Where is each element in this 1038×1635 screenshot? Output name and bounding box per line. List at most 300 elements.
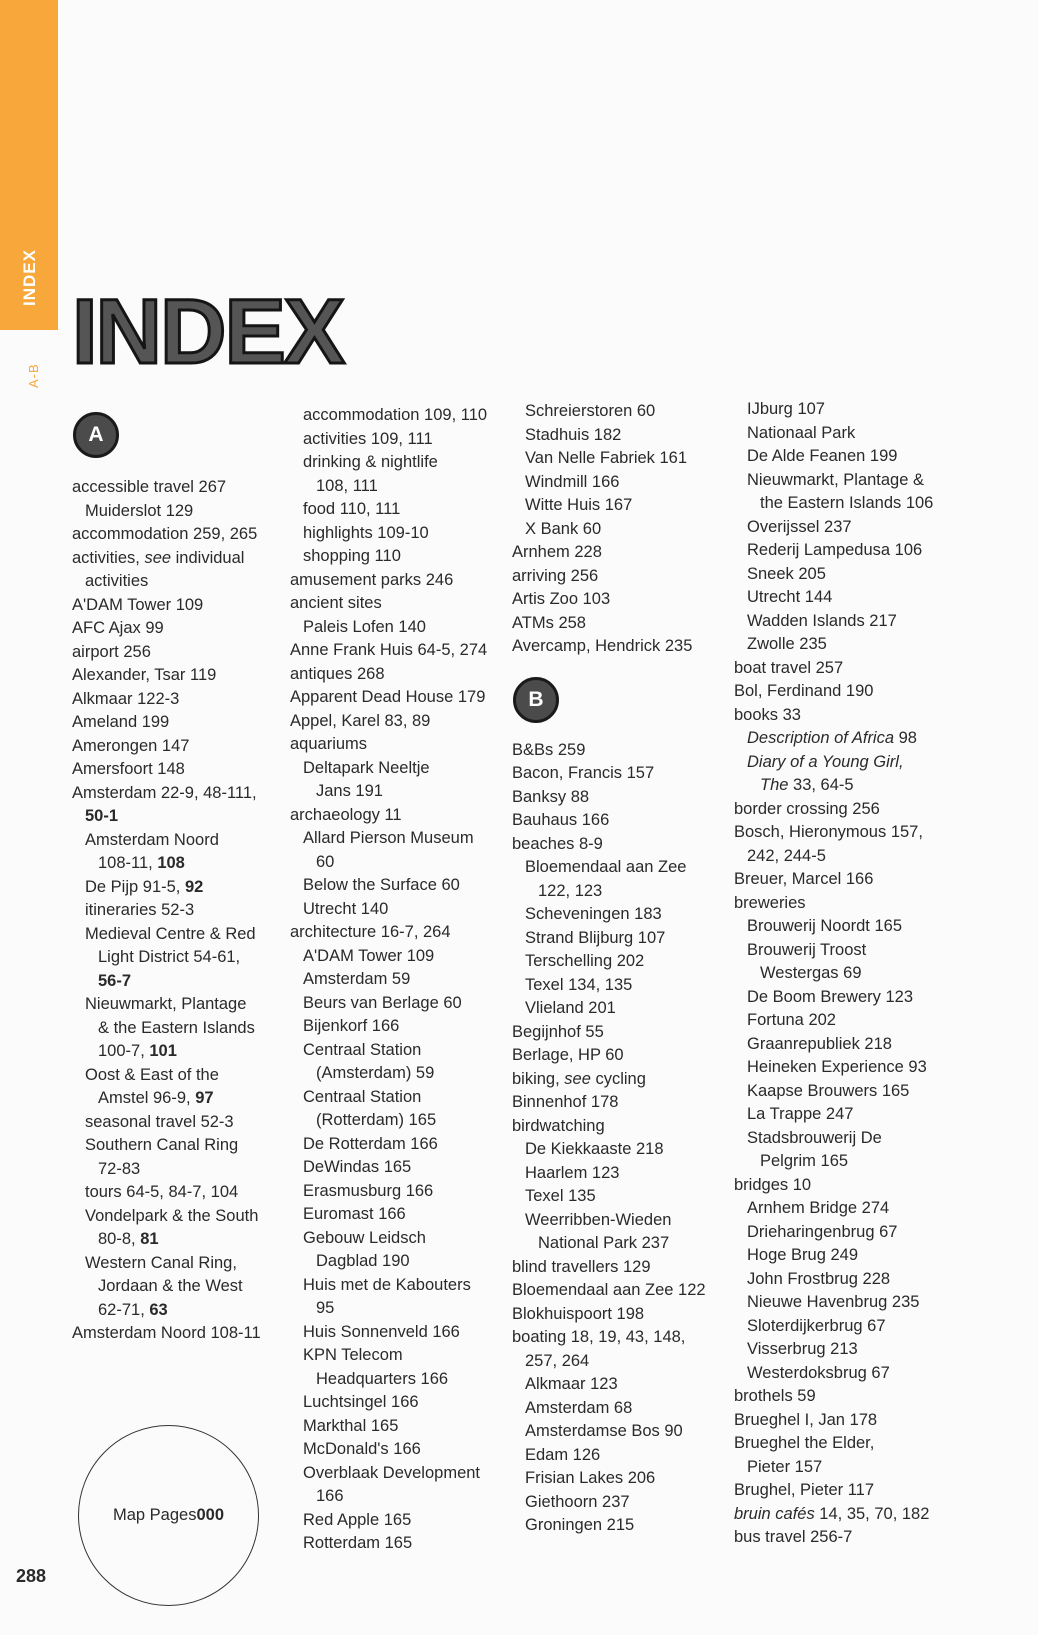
index-entry bbox=[512, 880, 730, 904]
index-entry bbox=[512, 518, 730, 542]
index-entry bbox=[290, 1250, 508, 1274]
tab-label: INDEX bbox=[20, 249, 39, 307]
page-title: INDEX bbox=[72, 281, 344, 383]
index-entry-text: 62-71, bbox=[98, 1300, 150, 1319]
index-entry-text: Western Canal Ring, bbox=[85, 1253, 237, 1272]
index-entry-text: 33, 64-5 bbox=[788, 776, 854, 794]
index-entry-text: amusement parks 246 bbox=[290, 570, 454, 589]
index-entry-text: Amsterdamse Bos 90 bbox=[525, 1422, 683, 1440]
index-entry-text: accommodation 109, 110 bbox=[303, 406, 488, 424]
index-entry-page-bold: 56-7 bbox=[98, 971, 132, 990]
index-entry bbox=[290, 1509, 508, 1533]
index-column-1 bbox=[72, 418, 290, 1346]
index-entry-page-bold: 50-1 bbox=[85, 807, 119, 825]
index-entry bbox=[512, 1021, 730, 1045]
index-entry bbox=[72, 1111, 290, 1135]
index-entry bbox=[72, 876, 290, 900]
index-entry-text: Bloemendaal aan Zee 122 bbox=[512, 1281, 706, 1299]
index-entry-page-bold: 108 bbox=[157, 854, 185, 872]
index-entry-text: 108, 111 bbox=[316, 476, 378, 495]
index-entry-text: Windmill 166 bbox=[525, 472, 620, 491]
index-entry bbox=[734, 1221, 952, 1245]
index-entry bbox=[72, 923, 290, 947]
index-entry bbox=[734, 1338, 952, 1362]
index-entry bbox=[512, 541, 730, 565]
index-entry bbox=[512, 1091, 730, 1115]
index-entry-text: Beurs van Berlage 60 bbox=[303, 993, 462, 1012]
index-entry bbox=[734, 516, 952, 540]
index-entry bbox=[290, 545, 508, 569]
index-entry bbox=[512, 1162, 730, 1186]
index-entry bbox=[290, 874, 508, 898]
index-entry-text: Wadden Islands 217 bbox=[747, 611, 897, 630]
index-entry bbox=[512, 1138, 730, 1162]
index-entry bbox=[512, 1397, 730, 1421]
index-entry-text: Markthal 165 bbox=[303, 1416, 399, 1435]
index-entry bbox=[290, 1274, 508, 1298]
index-entry bbox=[72, 829, 290, 853]
index-entry bbox=[512, 588, 730, 612]
index-entry-text: Westerdoksbrug 67 bbox=[747, 1363, 890, 1382]
index-entry bbox=[290, 592, 508, 616]
index-entry bbox=[290, 498, 508, 522]
index-entry-text: Avercamp, Hendrick 235 bbox=[512, 637, 693, 655]
index-entry-text: Amsterdam 68 bbox=[525, 1398, 633, 1417]
index-entry bbox=[734, 704, 952, 728]
index-entry bbox=[72, 805, 290, 829]
index-entry bbox=[734, 1315, 952, 1339]
index-entry-text: Drieharingenbrug 67 bbox=[747, 1222, 898, 1241]
index-entry-text: Vondelpark & the South bbox=[85, 1206, 259, 1225]
index-column-4 bbox=[734, 398, 952, 1550]
index-entry-text: accommodation 259, 265 bbox=[72, 525, 258, 543]
index-entry-text: De Boom Brewery 123 bbox=[747, 987, 913, 1006]
index-entry bbox=[734, 539, 952, 563]
index-entry bbox=[290, 780, 508, 804]
index-entry bbox=[734, 1479, 952, 1503]
index-entry bbox=[72, 1275, 290, 1299]
index-entry-text: Overblaak Development bbox=[303, 1463, 481, 1482]
index-entry-text: Begijnhof 55 bbox=[512, 1022, 604, 1041]
index-entry-text: John Frostbrug 228 bbox=[747, 1269, 891, 1288]
index-entry bbox=[512, 927, 730, 951]
index-entry bbox=[734, 892, 952, 916]
index-entry-text: Groningen 215 bbox=[525, 1516, 635, 1534]
index-entry-text: Heineken Experience 93 bbox=[747, 1058, 927, 1076]
entries-col3a bbox=[512, 400, 730, 659]
index-entry bbox=[512, 786, 730, 810]
index-entry bbox=[512, 494, 730, 518]
index-entry bbox=[734, 915, 952, 939]
index-entry bbox=[290, 639, 508, 663]
index-entry-text: Ameland 199 bbox=[72, 713, 170, 731]
index-entry-text: architecture 16-7, 264 bbox=[290, 923, 451, 941]
index-entry bbox=[72, 735, 290, 759]
index-entry-text: Van Nelle Fabriek 161 bbox=[525, 449, 688, 467]
index-entry bbox=[290, 851, 508, 875]
index-entry bbox=[72, 899, 290, 923]
index-entry-text: Bol, Ferdinand 190 bbox=[734, 682, 874, 700]
index-entry-text: De Kiekkaaste 218 bbox=[525, 1140, 664, 1158]
index-entry-text: Graanrepubliek 218 bbox=[747, 1034, 892, 1053]
index-entry-text: Kaapse Brouwers 165 bbox=[747, 1081, 910, 1100]
index-entry-text: 100-7, bbox=[98, 1042, 150, 1060]
index-entry bbox=[734, 798, 952, 822]
index-entry bbox=[512, 1256, 730, 1280]
index-entry bbox=[72, 1134, 290, 1158]
index-entry-text: Brughel, Pieter 117 bbox=[734, 1481, 875, 1499]
index-entry bbox=[734, 1409, 952, 1433]
index-entry-text: Banksy 88 bbox=[512, 787, 590, 806]
index-entry-text: Schreierstoren 60 bbox=[525, 402, 656, 420]
index-entry bbox=[512, 612, 730, 636]
index-entry-text: Bijenkorf 166 bbox=[303, 1017, 400, 1035]
index-entry-text: (Rotterdam) 165 bbox=[316, 1111, 437, 1129]
index-entry-text: beaches 8-9 bbox=[512, 834, 603, 853]
index-entry bbox=[512, 1279, 730, 1303]
index-entry bbox=[290, 451, 508, 475]
index-entry-text: Huis met de Kabouters bbox=[303, 1275, 471, 1294]
index-entry-text: books 33 bbox=[734, 705, 801, 724]
index-entry-text: Allard Pierson Museum bbox=[303, 829, 474, 847]
index-entry-text: boating 18, 19, 43, 148, bbox=[512, 1328, 686, 1346]
index-entry bbox=[734, 1385, 952, 1409]
index-entry-text: cycling bbox=[590, 1069, 646, 1088]
index-entry bbox=[734, 1033, 952, 1057]
index-entry-text: archaeology 11 bbox=[290, 805, 402, 824]
index-entry-text: A'DAM Tower 109 bbox=[72, 595, 204, 614]
index-entry bbox=[290, 616, 508, 640]
index-entry bbox=[290, 663, 508, 687]
index-entry-text: Below the Surface 60 bbox=[303, 876, 460, 894]
index-entry bbox=[512, 1420, 730, 1444]
index-entry bbox=[512, 1115, 730, 1139]
letter-badge-a: A bbox=[73, 412, 119, 458]
index-entry-text: breweries bbox=[734, 893, 806, 912]
index-entry-text: KPN Telecom bbox=[303, 1346, 403, 1364]
index-entry-text: highlights 109-10 bbox=[303, 523, 429, 542]
index-entry-text: Jordaan & the West bbox=[98, 1277, 243, 1295]
index-entry-text: Southern Canal Ring bbox=[85, 1136, 239, 1154]
index-entry-text: Alkmaar 122-3 bbox=[72, 689, 180, 708]
index-entry-page-bold: 92 bbox=[184, 877, 204, 896]
index-entry bbox=[512, 1373, 730, 1397]
page-number: 288 bbox=[16, 1566, 47, 1586]
index-entry bbox=[72, 1228, 290, 1252]
index-entry bbox=[290, 1391, 508, 1415]
index-entry bbox=[512, 1467, 730, 1491]
index-entry bbox=[290, 404, 508, 428]
index-entry bbox=[290, 757, 508, 781]
index-entry-text: Rotterdam 165 bbox=[303, 1534, 413, 1552]
index-entry bbox=[512, 1514, 730, 1538]
index-entry bbox=[734, 962, 952, 986]
index-entry-text: seasonal travel 52-3 bbox=[85, 1112, 234, 1131]
index-entry bbox=[734, 422, 952, 446]
index-entry bbox=[290, 569, 508, 593]
index-entry-text: Red Apple 165 bbox=[303, 1510, 412, 1529]
index-entry bbox=[290, 968, 508, 992]
index-entry-text: Apparent Dead House 179 bbox=[290, 688, 486, 706]
index-entry bbox=[512, 997, 730, 1021]
index-entry bbox=[290, 1109, 508, 1133]
index-entry-text: DeWindas 165 bbox=[303, 1158, 412, 1176]
index-entry-text: McDonald's 166 bbox=[303, 1440, 421, 1458]
index-entry-text: 72-83 bbox=[98, 1159, 141, 1178]
index-entry bbox=[734, 1526, 952, 1550]
index-entry bbox=[72, 711, 290, 735]
index-entry-page-bold: 81 bbox=[140, 1230, 159, 1248]
index-entry-text: Fortuna 202 bbox=[747, 1011, 836, 1029]
index-entry-text: Texel 134, 135 bbox=[525, 975, 633, 994]
index-entry bbox=[734, 1056, 952, 1080]
index-entry-text: Bosch, Hieronymous 157, bbox=[734, 823, 923, 841]
index-entry-text: airport 256 bbox=[72, 642, 151, 661]
index-entry bbox=[512, 635, 730, 659]
index-entry bbox=[512, 1303, 730, 1327]
index-entry-text: De Rotterdam 166 bbox=[303, 1134, 438, 1153]
map-pages-note bbox=[78, 1425, 259, 1606]
index-entry-text: Alexander, Tsar 119 bbox=[72, 666, 217, 684]
index-entry bbox=[72, 547, 290, 571]
index-entry bbox=[734, 774, 952, 798]
index-entry bbox=[290, 1321, 508, 1345]
index-entry bbox=[512, 739, 730, 763]
index-entry bbox=[290, 522, 508, 546]
index-entry-text: Centraal Station bbox=[303, 1087, 422, 1106]
index-entry-text: Vlieland 201 bbox=[525, 999, 616, 1017]
index-entry bbox=[72, 946, 290, 970]
index-entry bbox=[512, 1209, 730, 1233]
index-entry-text: Nieuwmarkt, Plantage & bbox=[747, 470, 924, 489]
index-entry bbox=[72, 1064, 290, 1088]
index-entry bbox=[72, 993, 290, 1017]
index-entry-text: Amsterdam 22-9, 48-111, bbox=[72, 783, 257, 802]
letter-range: A-B bbox=[26, 363, 41, 388]
index-entry bbox=[72, 688, 290, 712]
index-entry-text: Zwolle 235 bbox=[747, 635, 827, 653]
index-entry bbox=[290, 1156, 508, 1180]
index-entry bbox=[512, 1350, 730, 1374]
index-entry bbox=[734, 821, 952, 845]
index-entry bbox=[290, 1180, 508, 1204]
index-entry-text: Frisian Lakes 206 bbox=[525, 1469, 656, 1487]
index-entry bbox=[290, 945, 508, 969]
index-entry bbox=[734, 1127, 952, 1151]
index-entry bbox=[734, 868, 952, 892]
index-entry-text: activities 109, 111 bbox=[303, 429, 433, 448]
index-entry bbox=[734, 398, 952, 422]
index-entry-text: boat travel 257 bbox=[734, 658, 844, 677]
index-entry-italic: The bbox=[760, 776, 789, 794]
index-entry-text: biking, bbox=[512, 1069, 565, 1088]
index-entry bbox=[512, 447, 730, 471]
index-entry-text: Anne Frank Huis 64-5, 274 bbox=[290, 641, 488, 659]
index-entry-text: food 110, 111 bbox=[303, 500, 401, 518]
index-entry-page-bold: 101 bbox=[149, 1042, 177, 1060]
index-entry-text: AFC Ajax 99 bbox=[72, 619, 164, 637]
index-entry bbox=[734, 1009, 952, 1033]
index-entry bbox=[290, 475, 508, 499]
index-entry-text: Terschelling 202 bbox=[525, 952, 645, 970]
index-entry bbox=[290, 1227, 508, 1251]
index-column-3 bbox=[512, 400, 730, 1538]
index-entry bbox=[290, 1203, 508, 1227]
index-entry-text: birdwatching bbox=[512, 1116, 605, 1135]
index-entry-text: border crossing 256 bbox=[734, 799, 880, 818]
index-entry-text: shopping 110 bbox=[303, 547, 401, 565]
index-entry-text: Amsterdam Noord 108-11 bbox=[72, 1324, 261, 1342]
index-entry-text: Scheveningen 183 bbox=[525, 905, 662, 923]
index-entry-text: Jans 191 bbox=[316, 782, 383, 800]
index-entry-text: Paleis Lofen 140 bbox=[303, 617, 426, 636]
index-entry-text: Blokhuispoort 198 bbox=[512, 1304, 645, 1323]
index-entry bbox=[734, 845, 952, 869]
index-entry bbox=[734, 939, 952, 963]
index-entry-text: Light District 54-61, bbox=[98, 948, 241, 966]
index-entry bbox=[290, 1368, 508, 1392]
index-entry-text: Overijssel 237 bbox=[747, 517, 852, 536]
index-entry bbox=[734, 1150, 952, 1174]
index-entry bbox=[72, 758, 290, 782]
index-entry bbox=[72, 500, 290, 524]
index-entry bbox=[734, 751, 952, 775]
index-entry-text: Breuer, Marcel 166 bbox=[734, 870, 874, 888]
index-entry-text: A'DAM Tower 109 bbox=[303, 946, 435, 965]
index-entry-text: 257, 264 bbox=[525, 1351, 590, 1370]
index-entry bbox=[512, 471, 730, 495]
index-entry-text: National Park 237 bbox=[538, 1234, 670, 1252]
index-entry-text: Erasmusburg 166 bbox=[303, 1181, 434, 1200]
index-entry bbox=[72, 1205, 290, 1229]
index-entry-text: Dagblad 190 bbox=[316, 1252, 410, 1270]
index-entry bbox=[512, 833, 730, 857]
index-entry-text: Sloterdijkerbrug 67 bbox=[747, 1316, 886, 1335]
index-entry-text: Brouwerij Noordt 165 bbox=[747, 917, 902, 935]
index-entry bbox=[290, 804, 508, 828]
index-entry-text: La Trappe 247 bbox=[747, 1105, 854, 1123]
index-entry bbox=[290, 1462, 508, 1486]
index-entry bbox=[290, 710, 508, 734]
entries-b bbox=[512, 739, 730, 1538]
index-entry-text: Alkmaar 123 bbox=[525, 1375, 618, 1393]
index-entry-text: Brueghel I, Jan 178 bbox=[734, 1410, 878, 1429]
index-entry bbox=[72, 523, 290, 547]
index-entry bbox=[512, 1068, 730, 1092]
index-entry bbox=[72, 476, 290, 500]
index-entry-text: Westergas 69 bbox=[760, 964, 862, 982]
index-entry bbox=[734, 563, 952, 587]
index-entry-text: Euromast 166 bbox=[303, 1205, 406, 1223]
index-entry-text: 166 bbox=[316, 1487, 344, 1505]
index-entry bbox=[72, 1040, 290, 1064]
index-entry-text: 108-11, bbox=[98, 854, 158, 872]
index-entry bbox=[72, 1158, 290, 1182]
index-entry-text: Pieter 157 bbox=[747, 1457, 823, 1476]
index-entry-text: itineraries 52-3 bbox=[85, 901, 195, 919]
index-entry-text: ancient sites bbox=[290, 594, 382, 612]
index-entry-text: 242, 244-5 bbox=[747, 846, 826, 865]
index-entry-text: antiques 268 bbox=[290, 664, 385, 683]
index-entry bbox=[734, 1174, 952, 1198]
entries-a bbox=[72, 476, 290, 1346]
index-entry-text: Visserbrug 213 bbox=[747, 1340, 858, 1358]
index-entry bbox=[72, 641, 290, 665]
index-entry bbox=[512, 1232, 730, 1256]
index-entry-text: Hoge Brug 249 bbox=[747, 1246, 858, 1264]
index-entry-text: Weerribben-Wieden bbox=[525, 1210, 672, 1229]
index-entry-text: Berlage, HP 60 bbox=[512, 1046, 624, 1064]
index-entry bbox=[512, 565, 730, 589]
index-entry-text: Deltapark Neeltje bbox=[303, 758, 430, 777]
index-entry bbox=[512, 903, 730, 927]
index-entry bbox=[734, 1503, 952, 1527]
index-entry-text: Appel, Karel 83, 89 bbox=[290, 711, 431, 730]
index-entry-text: Medieval Centre & Red bbox=[85, 924, 256, 943]
index-entry bbox=[734, 1080, 952, 1104]
index-entry-text: 60 bbox=[316, 852, 335, 871]
index-entry-text: IJburg 107 bbox=[747, 400, 825, 418]
index-entry-text: Oost & East of the bbox=[85, 1065, 219, 1084]
index-entry bbox=[734, 986, 952, 1010]
index-entry bbox=[72, 1017, 290, 1041]
index-entry-text: (Amsterdam) 59 bbox=[316, 1064, 435, 1082]
index-entry-text: 95 bbox=[316, 1299, 335, 1317]
index-entry-text: Sneek 205 bbox=[747, 564, 826, 583]
index-entry bbox=[512, 762, 730, 786]
index-entry bbox=[290, 898, 508, 922]
index-entry-text: Strand Blijburg 107 bbox=[525, 928, 666, 947]
index-entry-text: drinking & nightlife bbox=[303, 453, 438, 471]
index-entry bbox=[512, 1185, 730, 1209]
index-entry bbox=[734, 727, 952, 751]
index-entry-text: Rederij Lampedusa 106 bbox=[747, 541, 923, 559]
index-entry bbox=[734, 492, 952, 516]
index-entry-text: Haarlem 123 bbox=[525, 1163, 620, 1182]
map-pages-label: Map Pages bbox=[113, 1506, 197, 1524]
index-entry-text: Arnhem 228 bbox=[512, 543, 602, 561]
index-entry bbox=[72, 1087, 290, 1111]
index-entry-text: activities, bbox=[72, 548, 145, 567]
index-entry-text: the Eastern Islands 106 bbox=[760, 494, 934, 512]
index-entry bbox=[512, 1444, 730, 1468]
index-entry bbox=[290, 1438, 508, 1462]
index-entry-page-bold: 97 bbox=[195, 1089, 214, 1107]
index-entry-text: Gebouw Leidsch bbox=[303, 1228, 426, 1247]
index-entry-text: Giethoorn 237 bbox=[525, 1492, 630, 1511]
index-entry-text: individual bbox=[171, 548, 245, 567]
index-entry-text: Headquarters 166 bbox=[316, 1369, 449, 1388]
index-entry-text: X Bank 60 bbox=[525, 519, 602, 538]
index-entry-text: 80-8, bbox=[98, 1230, 141, 1248]
index-entry-text: brothels 59 bbox=[734, 1387, 816, 1405]
index-entry-text: Muiderslot 129 bbox=[85, 501, 194, 520]
index-entry-text: Witte Huis 167 bbox=[525, 496, 633, 514]
index-entry bbox=[512, 1491, 730, 1515]
index-entry bbox=[72, 594, 290, 618]
index-entry-text: Artis Zoo 103 bbox=[512, 590, 611, 608]
index-entry-text: aquariums bbox=[290, 735, 368, 753]
index-entry-text: ATMs 258 bbox=[512, 613, 586, 632]
index-entry bbox=[512, 424, 730, 448]
index-entry-text: Nationaal Park bbox=[747, 423, 856, 442]
index-entry-text: Texel 135 bbox=[525, 1187, 596, 1205]
index-entry-text: B&Bs 259 bbox=[512, 740, 586, 759]
index-entry bbox=[734, 1197, 952, 1221]
index-entry bbox=[512, 1044, 730, 1068]
index-entry-text: & the Eastern Islands bbox=[98, 1018, 255, 1037]
section-tab bbox=[0, 0, 58, 330]
